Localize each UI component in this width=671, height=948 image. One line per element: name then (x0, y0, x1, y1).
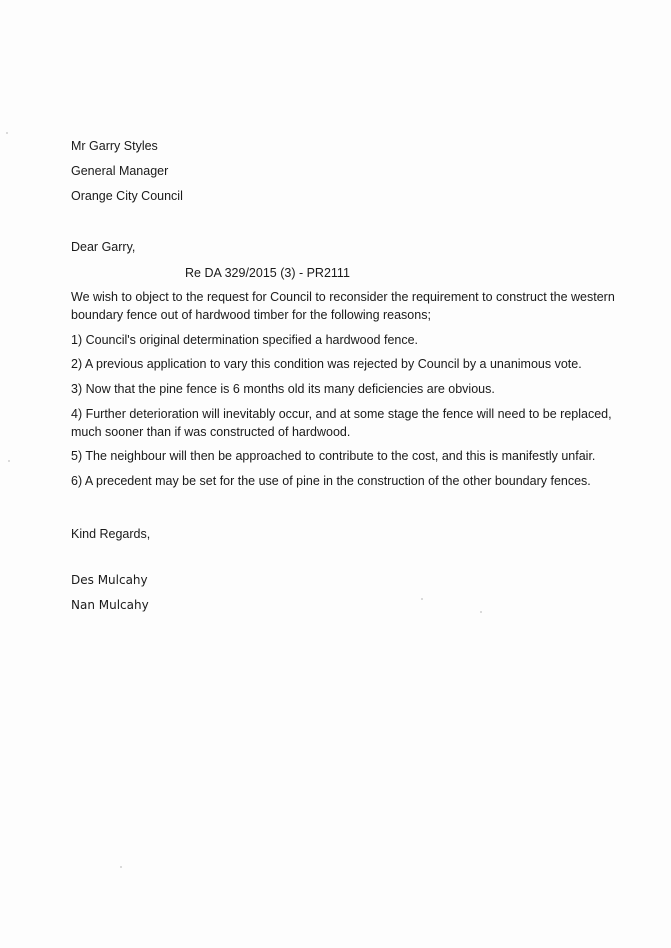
recipient-name: Mr Garry Styles (71, 139, 158, 153)
reason-2: 2) A previous application to vary this condition was rejected by Council by a unanimous vote. (71, 357, 582, 371)
recipient-title: General Manager (71, 164, 169, 178)
scan-speck (421, 598, 423, 600)
reference-line: Re DA 329/2015 (3) - PR2111 (185, 266, 350, 280)
scan-speck (480, 611, 482, 613)
scan-speck (8, 460, 10, 462)
scan-speck (6, 132, 8, 134)
closing: Kind Regards, (71, 527, 151, 541)
salutation: Dear Garry, (71, 240, 136, 254)
intro-line-1: We wish to object to the request for Council to reconsider the requirement to construct the western (71, 290, 615, 304)
signatory-1: Des Mulcahy (71, 573, 148, 587)
reason-5: 5) The neighbour will then be approached to contribute to the cost, and this is manifestly unfair. (71, 449, 596, 463)
reason-3: 3) Now that the pine fence is 6 months old its many deficiencies are obvious. (71, 382, 495, 396)
reason-4-line-2: much sooner than if was constructed of hardwood. (71, 425, 351, 439)
recipient-organisation: Orange City Council (71, 189, 183, 203)
intro-line-2: boundary fence out of hardwood timber for the following reasons; (71, 308, 431, 322)
reason-6: 6) A precedent may be set for the use of pine in the construction of the other boundary fences. (71, 474, 591, 488)
scan-speck (120, 866, 122, 868)
reason-4-line-1: 4) Further deterioration will inevitably occur, and at some stage the fence will need to be replaced, (71, 407, 612, 421)
signatory-2: Nan Mulcahy (71, 598, 149, 612)
reason-1: 1) Council's original determination specified a hardwood fence. (71, 333, 419, 347)
